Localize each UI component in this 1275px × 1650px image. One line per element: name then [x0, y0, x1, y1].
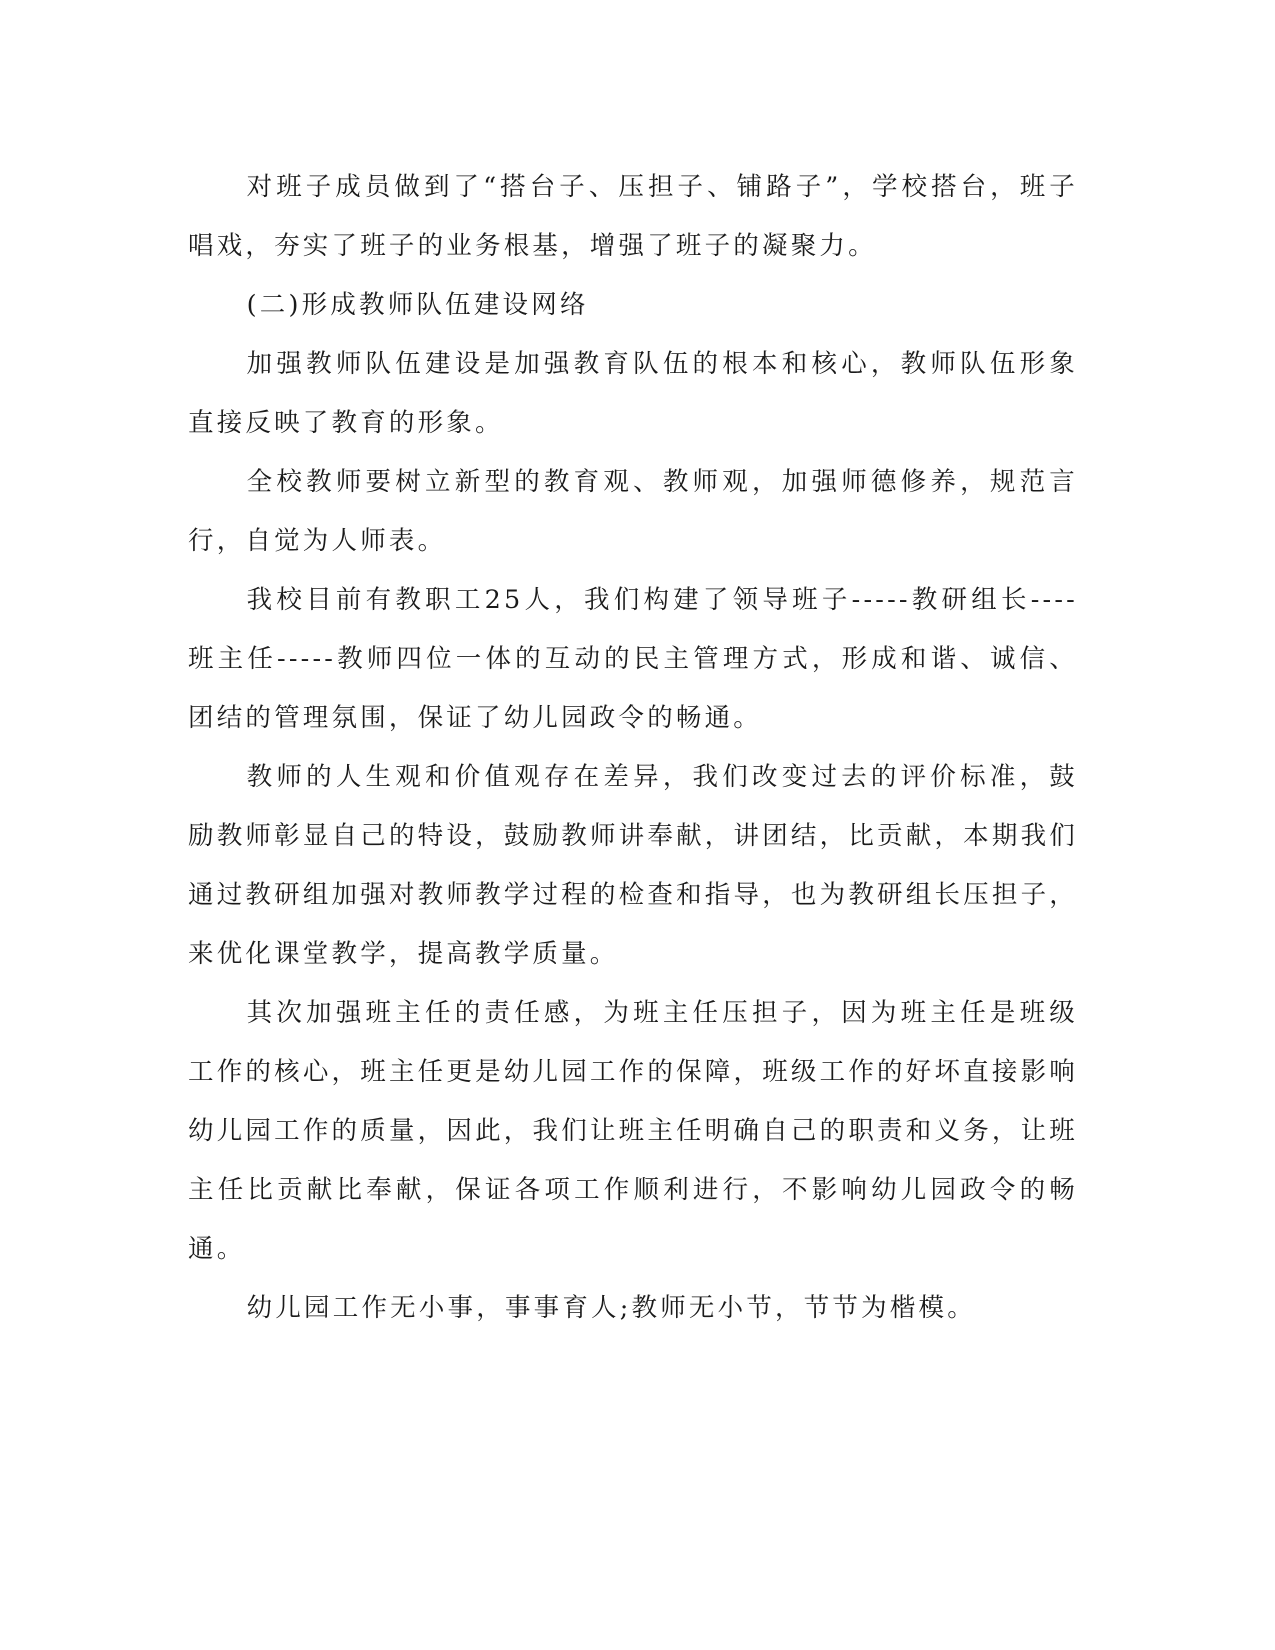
- paragraph-evaluation-reform: 教师的人生观和价值观存在差异，我们改变过去的评价标准，鼓励教师彰显自己的特设，鼓励教师讲奉献，讲团结，比贡献，本期我们通过教研组加强对教师教学过程的检查和指导，也为教研组长压担子，来优化课堂教学，提高教学质量。: [188, 762, 1078, 969]
- paragraph-closing-motto: 幼儿园工作无小事，事事育人;教师无小节，节节为楷模。: [246, 1293, 976, 1323]
- document-body: [188, 158, 1078, 1338]
- paragraph-teacher-ethics: 全校教师要树立新型的教育观、教师观，加强师德修养，规范言行，自觉为人师表。: [188, 467, 1078, 556]
- paragraph-team-building: 对班子成员做到了“搭台子、压担子、铺路子”，学校搭台，班子唱戏，夯实了班子的业务根基，增强了班子的凝聚力。: [188, 172, 1078, 261]
- paragraph-head-teacher-responsibility: 其次加强班主任的责任感，为班主任压担子，因为班主任是班级工作的核心，班主任更是幼儿园工作的保障，班级工作的好坏直接影响幼儿园工作的质量，因此，我们让班主任明确自己的职责和义务，让班主任比贡献比奉献，保证各项工作顺利进行，不影响幼儿园政令的畅通。: [188, 998, 1078, 1264]
- section-heading-teacher-network: (二)形成教师队伍建设网络: [246, 290, 589, 320]
- paragraph-management-structure: 我校目前有教职工25人，我们构建了领导班子-----教研组长----班主任-----教师四位一体的互动的民主管理方式，形成和谐、诚信、团结的管理氛围，保证了幼儿园政令的畅通。: [188, 585, 1078, 733]
- paragraph-teacher-team-core: 加强教师队伍建设是加强教育队伍的根本和核心，教师队伍形象直接反映了教育的形象。: [188, 349, 1078, 438]
